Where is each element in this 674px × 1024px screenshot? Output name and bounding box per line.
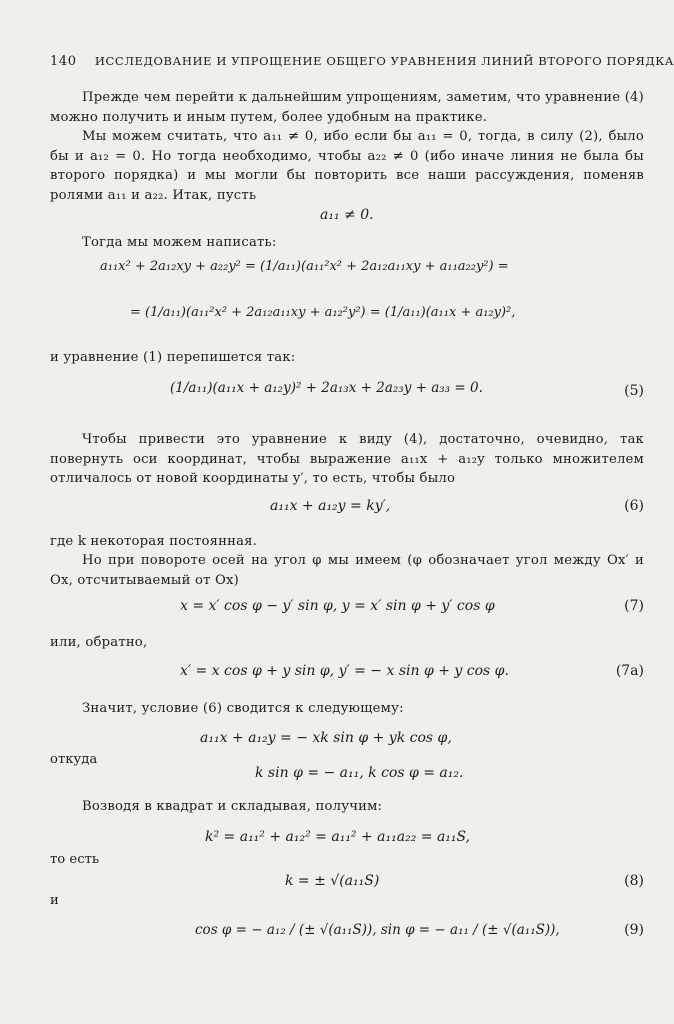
formula-a11-nonzero: a₁₁ ≠ 0. bbox=[320, 207, 374, 223]
formula-expansion-1: a₁₁x² + 2a₁₂xy + a₂₂y² = (1/a₁₁)(a₁₁²x² + 2a₁₂a₁₁xy + a₁₁a₂₂y²) = bbox=[100, 259, 509, 274]
paragraph-5: Чтобы привести это уравнение к виду (4), достаточно, очевидно, так повернуть оси координат, чтобы выражение a₁₁x + a₁₂y только множителем отличалось от новой координаты y′, то есть, чтобы было bbox=[50, 432, 644, 486]
paragraph-3: Тогда мы можем написать: bbox=[82, 235, 277, 250]
paragraph-6: где k некоторая постоянная. bbox=[50, 534, 258, 549]
formula-6: a₁₁x + a₁₂y = ky′, bbox=[270, 498, 391, 514]
equation-number-7: (7) bbox=[624, 598, 644, 614]
paragraph-7: Но при повороте осей на угол φ мы имеем (φ обозначает угол между Ox′ и Ox, отсчитываемый от Ox) bbox=[50, 553, 644, 588]
formula-k-squared: k² = a₁₁² + a₁₂² = a₁₁² + a₁₁a₂₂ = a₁₁S, bbox=[205, 829, 471, 845]
running-title: ИССЛЕДОВАНИЕ И УПРОЩЕНИЕ ОБЩЕГО УРАВНЕНИЯ ЛИНИЙ ВТОРОГО ПОРЯДКА bbox=[94, 54, 674, 68]
formula-k-sin-cos: k sin φ = − a₁₁, k cos φ = a₁₂. bbox=[255, 765, 464, 781]
paragraph-13: и bbox=[50, 893, 59, 908]
paragraph-2: Мы можем считать, что a₁₁ ≠ 0, ибо если бы a₁₁ = 0, тогда, в силу (2), было бы и a₁₂ = 0. Но тогда необходимо, чтобы a₂₂ ≠ 0 (ибо иначе линия не была бы второго порядка) и мы могли бы повторить все наши рассуждения, поменяв ролями a₁₁ и a₂₂. Итак, пусть bbox=[50, 129, 644, 203]
equation-number-9: (9) bbox=[624, 922, 644, 938]
paragraph-12: то есть bbox=[50, 852, 100, 867]
paragraph-8: или, обратно, bbox=[50, 635, 148, 650]
paragraph-11: Возводя в квадрат и складывая, получим: bbox=[82, 799, 383, 814]
formula-condition: a₁₁x + a₁₂y = − xk sin φ + yk cos φ, bbox=[200, 730, 452, 746]
formula-7: x = x′ cos φ − y′ sin φ, y = x′ sin φ + y′ cos φ bbox=[180, 598, 495, 614]
formula-8: k = ± √(a₁₁S) bbox=[285, 873, 380, 889]
page-number: 140 bbox=[50, 54, 77, 69]
formula-7a: x′ = x cos φ + y sin φ, y′ = − x sin φ + y cos φ. bbox=[180, 663, 509, 679]
paragraph-9: Значит, условие (6) сводится к следующему: bbox=[82, 701, 404, 716]
paragraph-10: откуда bbox=[50, 752, 98, 767]
paragraph-4: и уравнение (1) перепишется так: bbox=[50, 350, 296, 365]
formula-5: (1/a₁₁)(a₁₁x + a₁₂y)² + 2a₁₃x + 2a₂₃y + a₃₃ = 0. bbox=[170, 380, 483, 396]
formula-9: cos φ = − a₁₂ / (± √(a₁₁S)), sin φ = − a₁₁ / (± √(a₁₁S)), bbox=[195, 922, 560, 938]
formula-expansion-2: = (1/a₁₁)(a₁₁²x² + 2a₁₂a₁₁xy + a₁₂²y²) = (1/a₁₁)(a₁₁x + a₁₂y)², bbox=[130, 305, 516, 320]
equation-number-7a: (7a) bbox=[615, 663, 644, 679]
equation-number-5: (5) bbox=[624, 383, 644, 399]
running-header bbox=[50, 54, 674, 69]
equation-number-8: (8) bbox=[624, 873, 644, 889]
equation-number-6: (6) bbox=[624, 498, 644, 514]
paragraph-1: Прежде чем перейти к дальнейшим упрощениям, заметим, что уравнение (4) можно получить и иным путем, более удобным на практике. bbox=[50, 90, 644, 125]
